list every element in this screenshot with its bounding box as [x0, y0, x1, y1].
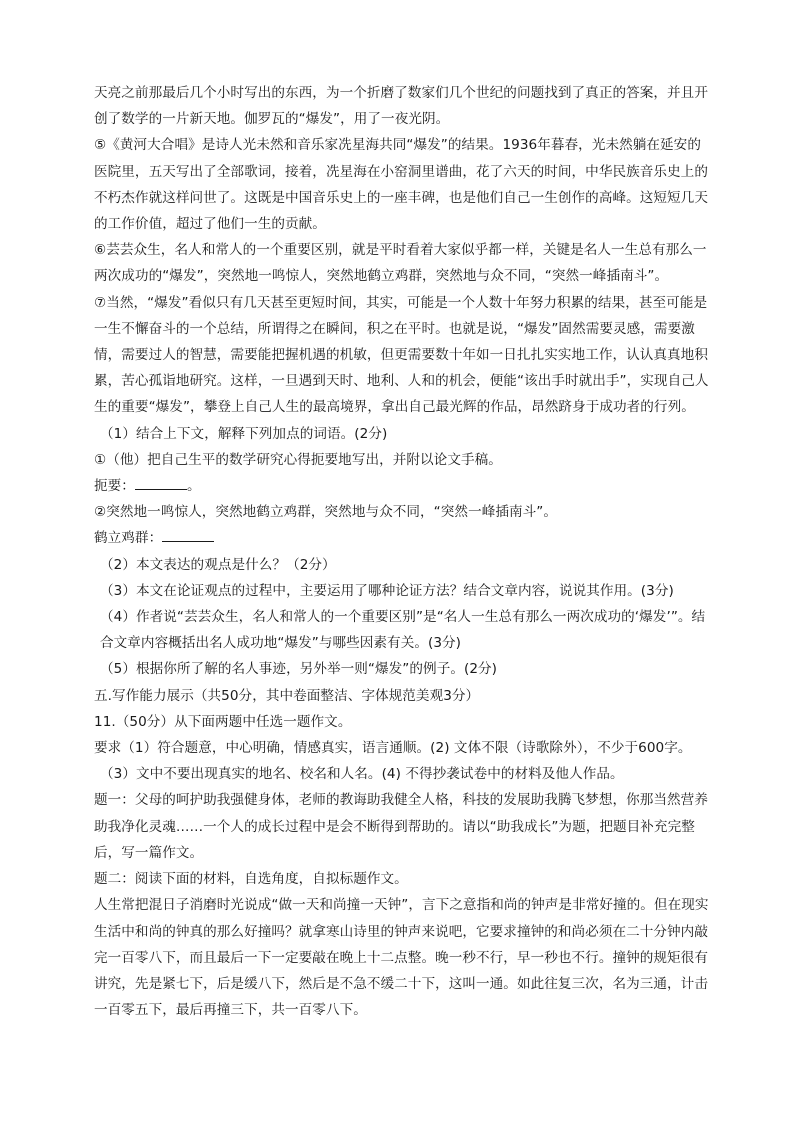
requirement-1: 要求（1）符合题意，中心明确，情感真实，语言通顺。(2) 文体不限（诗歌除外），不少于600字。 [94, 740, 692, 757]
question-11: 11.（50分）从下面两题中任选一题作文。 [94, 713, 352, 730]
paragraph-6: ⑥芸芸众生，名人和常人的一个重要区别，就是平时看着大家似乎都一样，关键是名人一生总有那么一两次成功的“爆发”，突然地一鸣惊人，突然地鹤立鸡群，突然地与众不同，“突然一峰插南斗”。 [94, 242, 707, 285]
question-3: （3）本文在论证观点的过程中，主要运用了哪种论证方法？结合文章内容，说说其作用。(3分) [100, 582, 674, 599]
paragraph-5: ⑤《黄河大合唱》是诗人光未然和音乐家冼星海共同“爆发”的结果。1936年暮春，光未然躺在延安的医院里，五天写出了全部歌词，接着，冼星海在小窑洞里谱曲，花了六天的时间，中华民族音乐史上的不朽杰作就这样问世了。这既是中国音乐史上的一座丰碑，也是他们自己一生创作的高峰。这短短几天的工作价值，超过了他们一生的贡献。 [94, 137, 708, 233]
paragraph-4-end: 天亮之前那最后几个小时写出的东西，为一个折磨了数家们几个世纪的问题找到了真正的答案，并且开创了数学的一片新天地。伽罗瓦的“爆发”，用了一夜光阴。 [94, 85, 708, 128]
material: 人生常把混日子消磨时光说成“做一天和尚撞一天钟”，言下之意指和尚的钟声是非常好撞的。但在现实生活中和尚的钟真的那么好撞吗？就拿寒山诗里的钟声来说吧，它要求撞钟的和尚必须在二十分钟内敲完一百零八下，而且最后一下一定要敲在晚上十二点整。晚一秒不行，早一秒也不行。撞钟的规矩很有讲究，先是紧七下，后是缓八下，然后是不急不缓二十下，这叫一通。如此往复三次，名为三通，计击一百零五下，最后再撞三下，共一百零八下。 [94, 897, 709, 1019]
answer-blank[interactable] [162, 527, 214, 542]
paragraph-7: ⑦当然，“爆发”看似只有几天甚至更短时间，其实，可能是一个人数十年努力积累的结果，甚至可能是一生不懈奋斗的一个总结，所谓得之在瞬间，积之在平时。也就是说，“爆发”固然需要灵感，需要激情，需要过人的智慧，需要能把握机遇的机敏，但更需要数十年如一日扎扎实实地工作，认认真真地积累，苦心孤诣地研究。这样，一旦遇到天时、地利、人和的机会，便能“该出手时就出手”，实现自己人生的重要“爆发”，攀登上自己人生的最高境界，拿出自己最光辉的作品，昂然跻身于成功者的行列。 [94, 294, 709, 416]
question-1-item-2: ②突然地一鸣惊人，突然地鹤立鸡群，突然地与众不同，“突然一峰插南斗”。 [94, 504, 558, 521]
answer-end: 。 [186, 478, 201, 495]
question-2: （2）本文表达的观点是什么？（2分） [100, 556, 336, 573]
answer-label: 扼要： [94, 478, 135, 495]
topic-2: 题二：阅读下面的材料，自选角度，自拟标题作文。 [94, 871, 408, 888]
answer-label: 鹤立鸡群： [94, 530, 163, 547]
section-5-title: 五.写作能力展示（共50分，其中卷面整洁、字体规范美观3分） [94, 687, 480, 704]
answer-blank[interactable] [135, 475, 187, 490]
requirement-2: （3）文中不要出现真实的地名、校名和人名。(4) 不得抄袭试卷中的材料及他人作品。 [100, 766, 624, 783]
question-1: （1）结合上下文，解释下列加点的词语。(2分) [100, 425, 388, 442]
topic-1: 题一：父母的呵护助我强健身体，老师的教诲助我健全人格，科技的发展助我腾飞梦想，你那当然营养助我净化灵魂……一个人的成长过程中是会不断得到帮助的。请以“助我成长”为题，把题目补充完整后，写一篇作文。 [94, 792, 708, 861]
question-1-answer-1 [94, 473, 714, 499]
question-5: （5）根据你所了解的名人事迹，另外举一则“爆发”的例子。(2分) [100, 661, 498, 678]
question-1-answer-2 [94, 525, 714, 551]
question-4: （4）作者说“芸芸众生，名人和常人的一个重要区别”是“名人一生总有那么一两次成功的‘爆发’”。结合文章内容概括出名人成功地“爆发”与哪些因素有关。(3分) [100, 609, 706, 652]
document-page [94, 80, 714, 1023]
question-1-item-1: ①（他）把自己生平的数学研究心得扼要地写出，并附以论文手稿。 [94, 451, 502, 468]
